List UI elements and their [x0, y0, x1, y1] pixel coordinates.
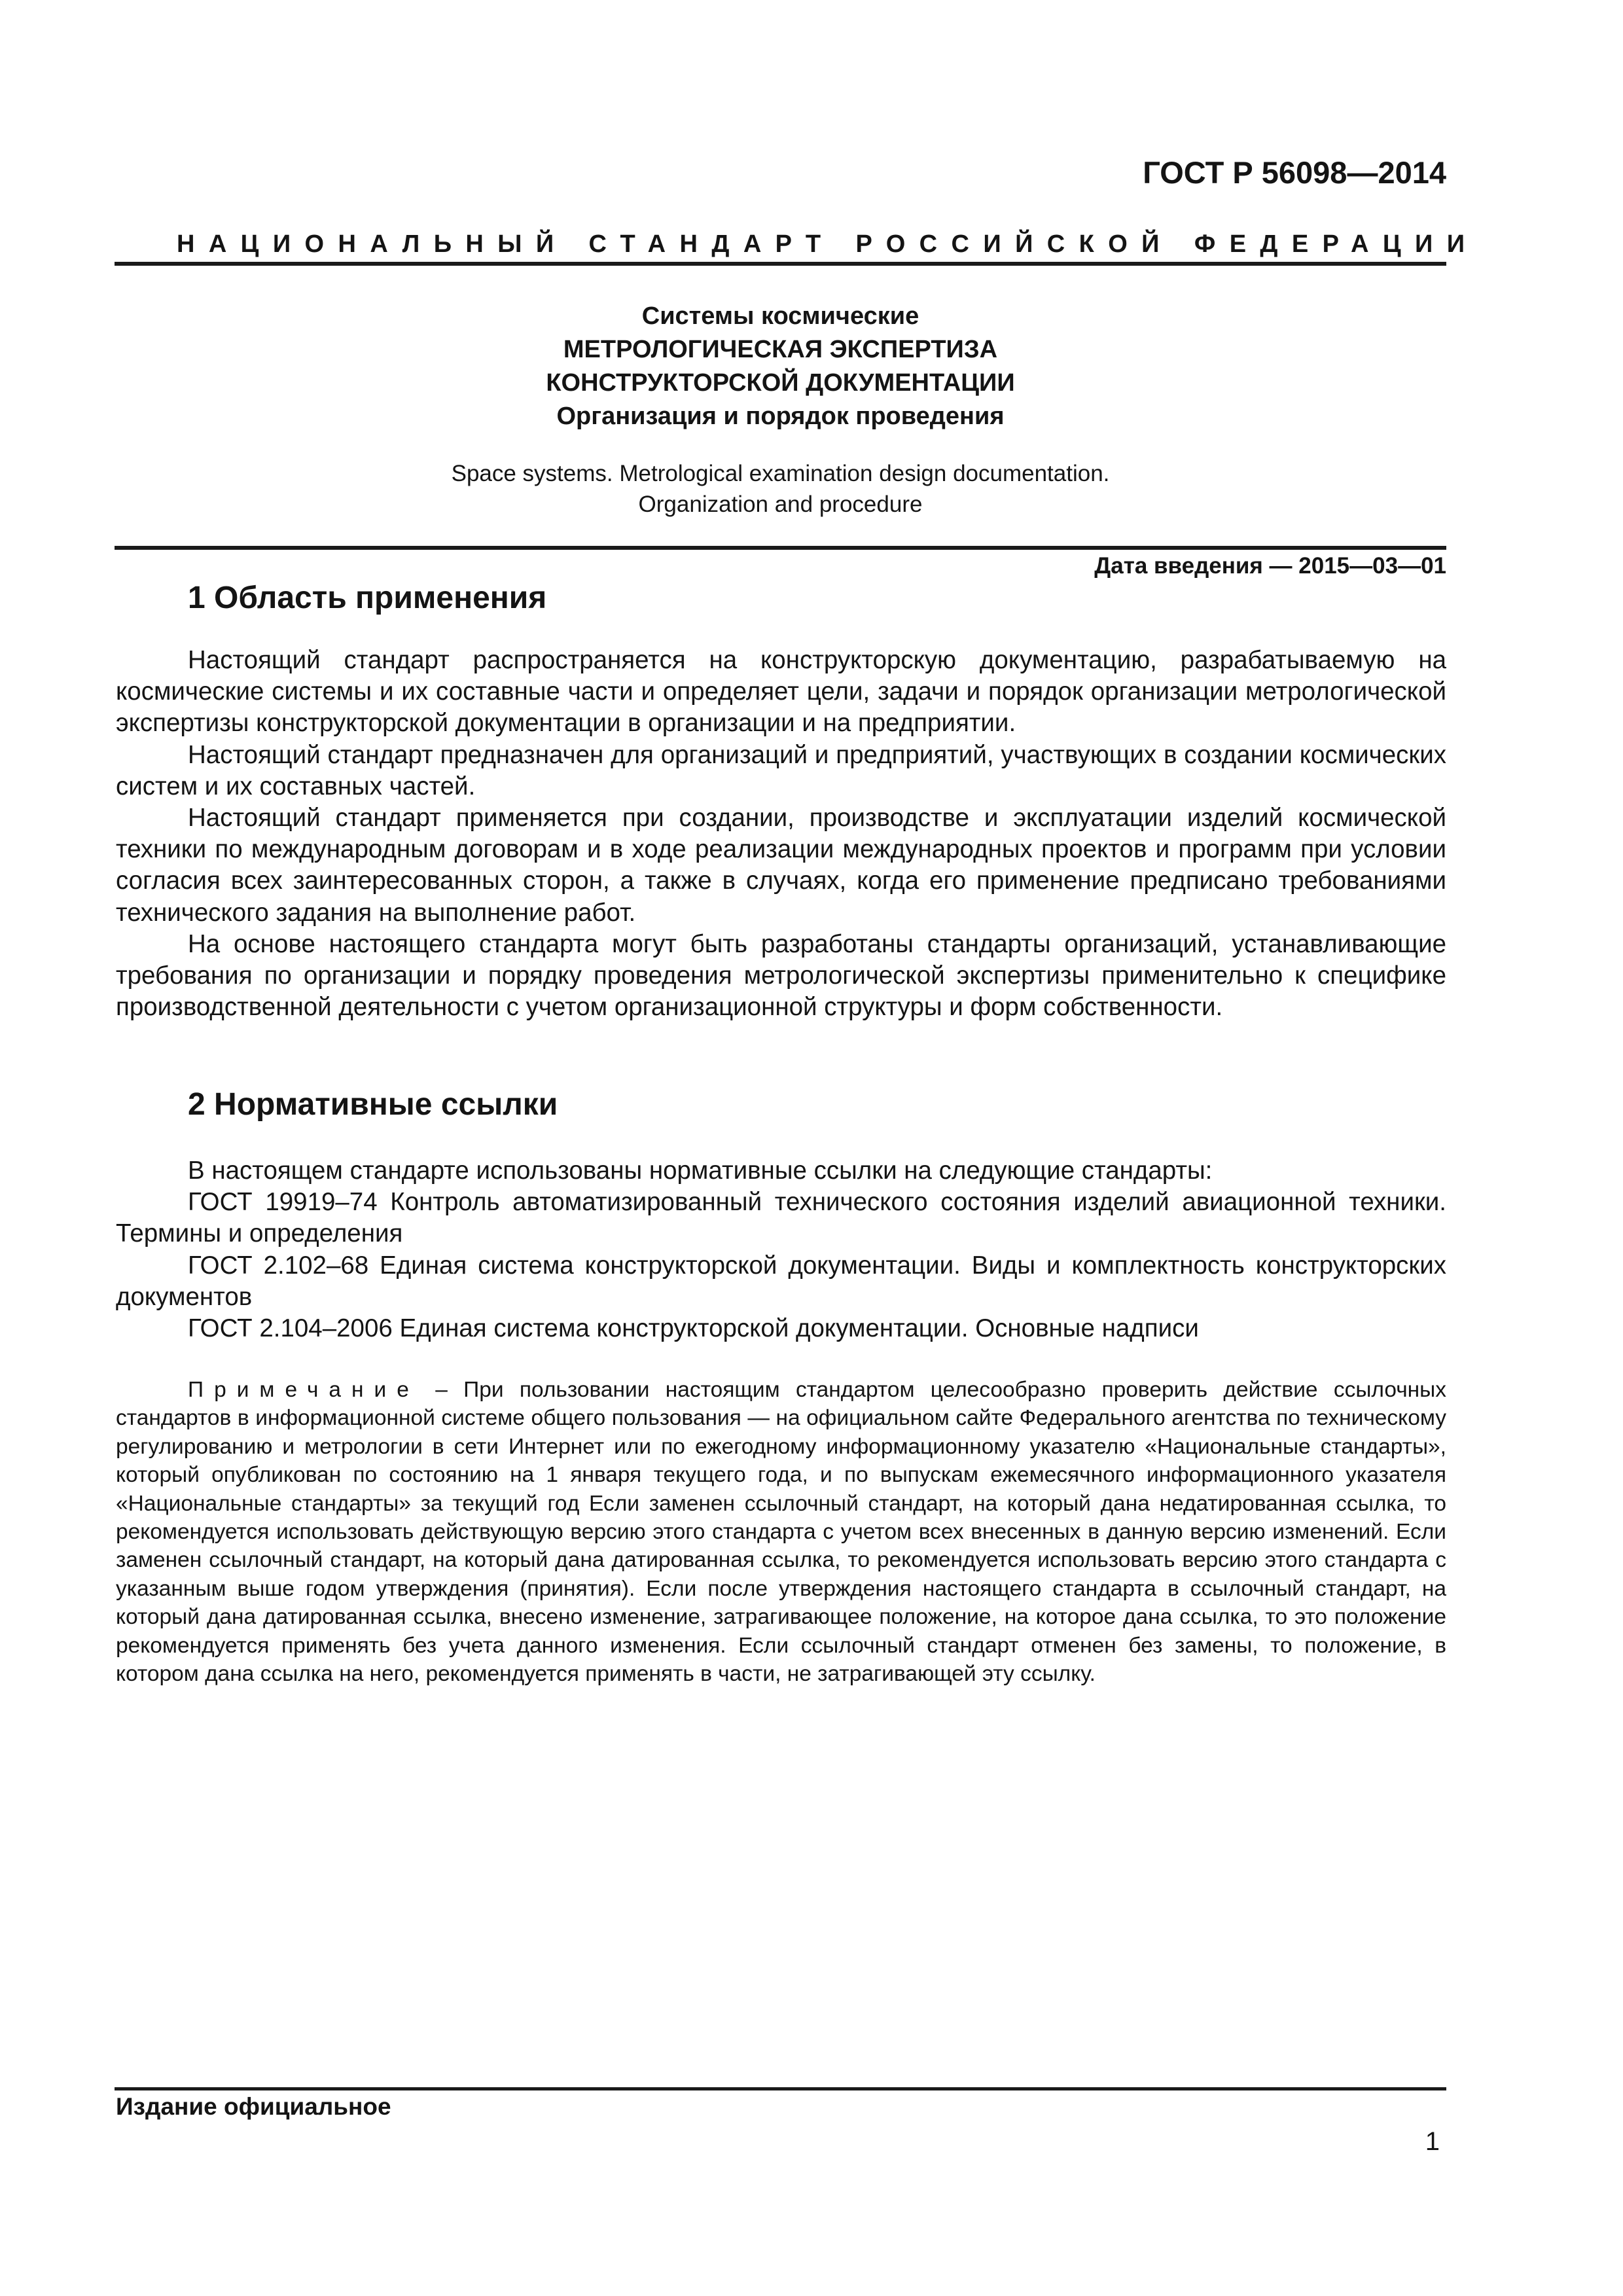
- section-2-heading: 2 Нормативные ссылки: [188, 1087, 558, 1122]
- reference-item: ГОСТ 2.102–68 Единая система конструкторской документации. Виды и комплектность конструкторских документов: [116, 1251, 1446, 1311]
- title-line: Организация и порядок проведения: [556, 403, 1005, 430]
- section-1-body: [116, 645, 1446, 1023]
- edition-label: Издание официальное: [116, 2093, 391, 2120]
- paragraph: Настоящий стандарт применяется при создании, производстве и эксплуатации изделий космической техники по международным договорам и в ходе реализации международных проектов и программ при условии согласия всех заинтересованных сторон, а также в случаях, когда его применение предписано требованиями технического задания на выполнение работ.: [116, 804, 1446, 927]
- title-line: МЕТРОЛОГИЧЕСКАЯ ЭКСПЕРТИЗА: [563, 336, 998, 363]
- title-line: КОНСТРУКТОРСКОЙ ДОКУМЕНТАЦИИ: [546, 369, 1015, 397]
- document-title-ru: [115, 300, 1446, 433]
- paragraph: Настоящий стандарт предназначен для организаций и предприятий, участвующих в создании космических систем и их составных частей.: [116, 740, 1446, 800]
- title-line: Системы космические: [641, 302, 919, 330]
- gost-number: ГОСТ Р 56098—2014: [1143, 155, 1446, 190]
- paragraph: На основе настоящего стандарта могут быть разработаны стандарты организаций, устанавливающие требования по организации и порядку проведения метрологической экспертизы применительно к специфике производственной деятельности с учетом организационной структуры и форм собственности.: [116, 929, 1446, 1022]
- section-2-body: [116, 1155, 1446, 1344]
- title-en-line: Space systems. Metrological examination design documentation.: [451, 461, 1110, 486]
- title-divider: [115, 546, 1446, 550]
- paragraph: Настоящий стандарт распространяется на конструкторскую документацию, разрабатываемую на космические системы и их составные части и определяет цели, задачи и порядок организации метрологической экспертизы конструкторской документации в организации и на предприятии.: [116, 646, 1446, 738]
- section-1-heading: 1 Область применения: [188, 581, 547, 615]
- paragraph: В настоящем стандарте использованы нормативные ссылки на следующие стандарты:: [188, 1157, 1213, 1185]
- note-label: Примечание: [188, 1378, 419, 1402]
- note: [116, 1376, 1446, 1688]
- document-title-en: [115, 458, 1446, 520]
- intro-date: Дата введения — 2015—03—01: [1094, 553, 1446, 579]
- national-standard-banner: НАЦИОНАЛЬНЫЙ СТАНДАРТ РОССИЙСКОЙ ФЕДЕРАЦИИ: [177, 230, 1479, 258]
- header-divider: [115, 262, 1446, 266]
- reference-item: ГОСТ 19919–74 Контроль автоматизированный технического состояния изделий авиационной техники. Термины и определения: [116, 1188, 1446, 1248]
- page-number: 1: [1425, 2127, 1440, 2156]
- note-text: – При пользовании настоящим стандартом целесообразно проверить действие ссылочных стандартов в информационной системе общего пользования — на официальном сайте Федерального агентства по техническому регулированию и метрологии в сети Интернет или по ежегодному информационному указателю «Национальные стандарты», который опубликован по состоянию на 1 января текущего года, и по выпускам ежемесячного информационного указателя «Национальные стандарты» за текущий год Если заменен ссылочный стандарт, на который дана недатированная ссылка, то рекомендуется использовать действующую версию этого стандарта с учетом всех внесенных в данную версию изменений. Если заменен ссылочный стандарт, на который дана датированная ссылка, то рекомендуется использовать версию этого стандарта с указанным выше годом утверждения (принятия). Если после утверждения настоящего стандарта в ссылочный стандарт, на который дана датированная ссылка, внесено изменение, затрагивающее положение, на которое дана ссылка, то это положение рекомендуется применять без учета данного изменения. Если ссылочный стандарт отменен без замены, то положение, в котором дана ссылка на него, рекомендуется применять в части, не затрагивающей эту ссылку.: [116, 1378, 1446, 1687]
- title-en-line: Organization and procedure: [638, 492, 923, 517]
- reference-item: ГОСТ 2.104–2006 Единая система конструкторской документации. Основные надписи: [188, 1314, 1199, 1343]
- footer-divider: [115, 2087, 1446, 2090]
